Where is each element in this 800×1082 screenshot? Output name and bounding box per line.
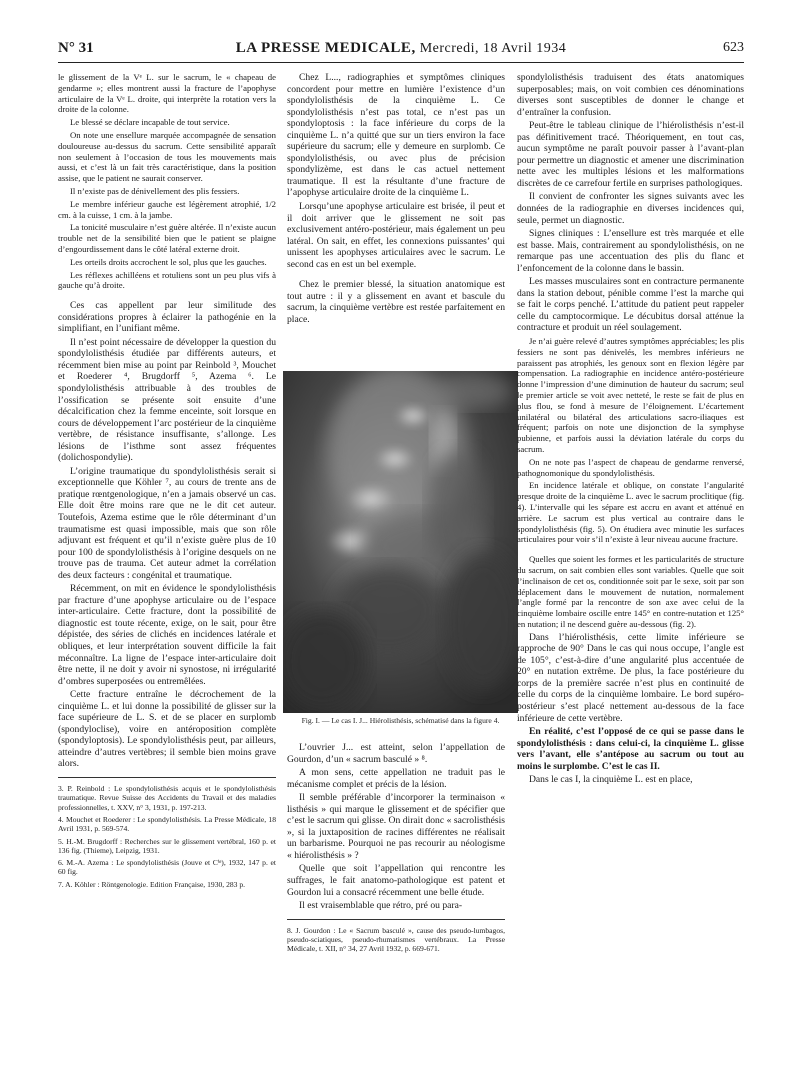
footnote: 7. A. Köhler : Röntgenologie. Edition Française, 1930, 283 p. [58, 879, 246, 889]
paragraph: Signes cliniques : L’ensellure est très marquée et elle est basse. Mais, contrairement au spondylolisthésis, on ne remarque pas une accentuation des plis du flanc et l’enfoncement de la colonne dans le bassin. [517, 228, 744, 274]
paragraph: le glissement de la Vᵉ L. sur le sacrum, le « chapeau de gendarme »; elles montrent aussi la fracture de l’apophyse articulaire de la Vᵉ L. droite, qui interprète la rotation vers la droite de la colonne. [58, 72, 276, 115]
paragraph: Le blessé se déclare incapable de tout service. [70, 117, 230, 128]
issue-date: Mercredi, 18 Avril 1934 [415, 41, 567, 56]
paragraph: A mon sens, cette appellation ne traduit pas le mécanisme complet et précis de la lésion. [287, 767, 505, 790]
paragraph: On ne note pas l’aspect de chapeau de gendarme renversé, pathognomonique du spondylolisthésis. [517, 456, 744, 478]
column-right [517, 72, 744, 788]
paragraph: Il convient de confronter les signes suivants avec les données de la radiographie en diverses incidences qui, seule, permet un diagnostic. [517, 191, 744, 226]
paragraph: Je n’ai guère relevé d’autres symptômes appréciables; les plis fessiers ne sont pas dénivelés, les membres inférieurs ne paraissent pas atrophiés, les genoux sont en flexion légère par compensation. La radiographie en incidence antéro-postérieure donne l’impression d’une diminution de hauteur du sacrum; seul le premier article se voit avec netteté, le reste se fait de plus en plus flou, se fond à mesure de l’éloignement. L’écartement unilatéral ou bilatéral des articulations sacro-iliaques est fréquent; parfois on note une disjonction de la symphyse pubienne, et parfois aussi la déviation latérale du corps du sacrum. [517, 336, 744, 454]
paragraph: L’ouvrier J... est atteint, selon l’appellation de Gourdon, d’un « sacrum basculé » ⁸. [287, 742, 505, 765]
page-number: 623 [723, 40, 744, 55]
page-header [58, 40, 744, 63]
paragraph: Lorsqu’une apophyse articulaire est brisée, il peut et il doit arriver que le glissement ne soit pas exclusivement antéro-postérieur, mais également un peu latéral. On sait, en effet, les connexions puissantes’ qui unissent les apophyses articulaires avec le sacrum. Le second cas en est un bel exemple. [287, 201, 505, 270]
column-middle-top [287, 72, 505, 327]
paragraph: Les orteils droits accrochent le sol, plus que les gauches. [70, 256, 267, 267]
paragraph: Le membre inférieur gauche est légèrement atrophié, 1/2 cm. à la cuisse, 1 cm. à la jambe. [58, 198, 276, 220]
footnote: 3. P. Reinbold : Le spondylolisthésis acquis et le spondylolisthésis traumatique. Revue Suisse des Accidents du Travail et des maladies professionnelles, t. XXV, n° 3, 1931, p. 197-213. [58, 784, 276, 812]
running-title [58, 40, 744, 57]
paragraph: En réalité, c’est l’opposé de ce qui se passe dans le spondylolisthésis : dans celui-ci, la cinquième L. glisse vers l’avant, elle s’antépose au sacrum ou tout au moins le surplombe. C’est le cas II. [517, 726, 744, 772]
footnote: 5. H.-M. Brugdorff : Recherches sur le glissement vertébral, 160 p. et 136 fig. (Thieme), Leipzig, 1931. [58, 836, 276, 855]
paragraph: spondylolisthésis traduisent des états anatomiques superposables; mais, on voit combien ces dénominations diverses sont susceptibles de donner le change et d’entraîner la confusion. [517, 72, 744, 118]
footnote-rule [287, 919, 505, 920]
paragraph: L’origine traumatique du spondylolisthésis serait si exceptionnelle que Köhler ⁷, au cours de trente ans de pratique rœntgenologique, n’en a jamais observé un cas. Elle doit être moins rare que ne le dit cet auteur. Toutefois, Azema estime que le rôle déterminant d’un traumatisme est quasi impossible, mais que son rôle adjuvant est fréquent et qu’il n’existe guère plus de 10 pour 100 de spondylolisthésis à l’origine desquels on ne trouve pas de trauma. Cet auteur admet la corrélation des deux facteurs : congénital et traumatique. [58, 465, 276, 581]
figure-caption: Fig. I. — Le cas I. J... Hiérolisthésis, schématisé dans la figure 4. [301, 716, 500, 725]
footnote-rule [58, 777, 276, 778]
footnote: 8. J. Gourdon : Le « Sacrum basculé », cause des pseudo-lumbagos, pseudo-sciatiques, pseudo-rhumatismes vertébraux. La Presse Médicale, t. XII, n° 34, 27 Avril 1932, p. 669-671. [287, 925, 505, 954]
paragraph: Chez L..., radiographies et symptômes cliniques concordent pour mettre en lumière l’existence d’un spondylolisthésis de la cinquième L. Ce spondylolisthésis n’est pas total, ce n’est pas un spondyloptosis : la face inférieure du corps de la cinquième L. n’a quitté que sur un tiers environ la face supérieure du sacrum; elle y demeure en surplomb. Ce spondylolisthésis, ou avec plus de précision spondylizème, est dans le cas actuel nettement traumatique. Il est la résultante d’une fracture de l’apophyse articulaire droite de la cinquième L. [287, 72, 505, 199]
paragraph: Il est vraisemblable que rétro, pré ou para- [299, 900, 463, 912]
paragraph: Il n’est point nécessaire de développer la question du spondylolisthésis étudiée par différents auteurs, et récemment bien mise au point par Reinbold ³, Mouchet et Roederer ⁴, Brugdorff ⁵, Azema ⁶. Le spondylolisthésis attribuable à des troubles de l’ossification se présente soit ensuite d’une décalcification chez la femme enceinte, soit lorsque en cours de développement l’arc postérieur de la cinquième vertèbre, de résistance insuffisante, s’allonge. Les lésions de l’isthme sont assez fréquentes (dolichospondylie). [58, 336, 276, 464]
paragraph: Chez le premier blessé, la situation anatomique est tout autre : il y a glissement en avant et bascule du sacrum, la cinquième vertèbre est restée parfaitement en place. [287, 279, 505, 325]
issue-number: N° 31 [58, 40, 94, 56]
footnote: 6. M.-A. Azema : Le spondylolisthésis (Jouve et Cⁱᵉ), 1932, 147 p. et 60 fig. [58, 858, 276, 877]
paragraph: La tonicité musculaire n’est guère altérée. Il n’existe aucun trouble net de la sensibilité bien que le patient se plaigne d’engourdissement dans le côté latéral externe droit. [58, 222, 276, 254]
paragraph: Dans le cas I, la cinquième L. est en place, [529, 774, 693, 786]
paragraph: Quelle que soit l’appellation qui rencontre les suffrages, le fait anatomo-pathologique est patent et Gourdon lui a consacré récemment une belle étude. [287, 863, 505, 898]
footnote: 4. Mouchet et Roederer : Le spondylolisthésis. La Presse Médicale, 18 Avril 1931, p. 569-574. [58, 814, 276, 834]
paragraph: Les réflexes achilléens et rotuliens sont un peu plus vifs à gauche qu’à droite. [58, 269, 276, 291]
column-left [58, 72, 276, 892]
paragraph: On note une ensellure marquée accompagnée de sensation douloureuse au-dessus du sacrum. Cette sensibilité apparaît non seulement à l’occasion de tous les mouvements mais aussi, et c’est là un fait très caractéristique, dans la position assise, que le patient ne saurait conserver. [58, 129, 276, 184]
paragraph: Peut-être le tableau clinique de l’hiérolisthésis n’est-il pas définitivement tracé. Théoriquement, en tout cas, aucun symptôme ne paraît pouvoir passer à l’avant-plan pour permettre un diagnostic et amener une discrimination nette avec les multiples lésions et les malformations discrètes de ce carrefour fertile en surprises pathologiques. [517, 120, 744, 189]
xray-image [283, 371, 518, 713]
figure-1 [283, 371, 518, 734]
journal-name: LA PRESSE MEDICALE, [235, 40, 416, 56]
paragraph: Il semble préférable d’incorporer la terminaison « listhésis » qui marque le glissement et de spécifier que c’est le sacrum qui glisse. On dirait donc « sacrolisthésis », si la juxtaposition de racines différentes ne réalisait un barbarisme. Pourquoi ne pas recourir au néologisme « hiérolisthésis » ? [287, 792, 505, 861]
paragraph: Ces cas appellent par leur similitude des considérations propres à éclairer la pathogénie en la simplifiant, en l’unifiant même. [58, 300, 276, 335]
paragraph: Récemment, on mit en évidence le spondylolisthésis par fracture d’une apophyse articulaire ou de l’espace inter-articulaire. Cette fracture, dont la possibilité de diagnostic est toute récente, exige, on le sait, pour être dépistée, des séries de clichés en incidences latérale et obliques, et leur interprétation souvent difficile la fait méconnaître. La ligne de l’espace inter-articulaire doit être nette, il ne doit y avoir ni synostose, ni irrégularité d’ombres superposées ou entremêlées. [58, 583, 276, 687]
paragraph: Cette fracture entraîne le décrochement de la cinquième L. et lui donne la possibilité de glisser sur la face supérieure de L. S. et de se placer en surplomb (spondyloclise), voire en antéroposition complète (spondyloptosis). Le spondylolisthésis peut, par ailleurs, atteindre d’autres vertèbres; il semble bien moins grave alors. [58, 689, 276, 770]
column-middle-bottom [287, 742, 505, 957]
paragraph: En incidence latérale et oblique, on constate l’angularité presque droite de la cinquième L. avec le sacrum proclitique (fig. 4). L’intervalle qui les sépare est accru en avant et atténué en arrière. Le sacrum est plus vertical au contraire dans le spondylolisthésis (fig. 5). On étudiera avec minutie les surfaces articulaires pour voir s’il n’existe à leur niveau aucune fracture. [517, 480, 744, 545]
paragraph: Les masses musculaires sont en contracture permanente dans la station debout, pénible comme l’est la marche qui se fait le corps penché. L’attitude du patient peut rappeler celle du camptocormique. Le décubitus dorsal atténue la contracture et produit un réel soulagement. [517, 276, 744, 334]
paragraph: Il n’existe pas de dénivellement des plis fessiers. [70, 185, 240, 196]
paragraph: Quelles que soient les formes et les particularités de structure du sacrum, on sait combien elles sont variables. Quelle que soit l’inclinaison de cet os, conditionnée soit par le sexe, soit par son déplacement dans le mouvement de nutation, normalement l’angle formé par la rencontre de son axe avec celui de la cinquième lombaire oscille entre 145° en contre-nutation et 125° en nutation; il ne descend guère au-dessous (fig. 2). [517, 554, 744, 629]
paragraph: Dans l’hiérolisthésis, cette limite inférieure se rapproche de 90° Dans le cas qui nous occupe, l’angle est de 105°, c’est-à-dire d’une angularité plus accentuée de 20° en nutation extrême. De plus, la face postérieure du corps de la première sacrée n’est plus en continuité de celle du corps de la cinquième lombaire. Le bord supéro-postérieur s’est placé nettement au-dessous de la face inférieure de cette vertèbre. [517, 631, 744, 724]
